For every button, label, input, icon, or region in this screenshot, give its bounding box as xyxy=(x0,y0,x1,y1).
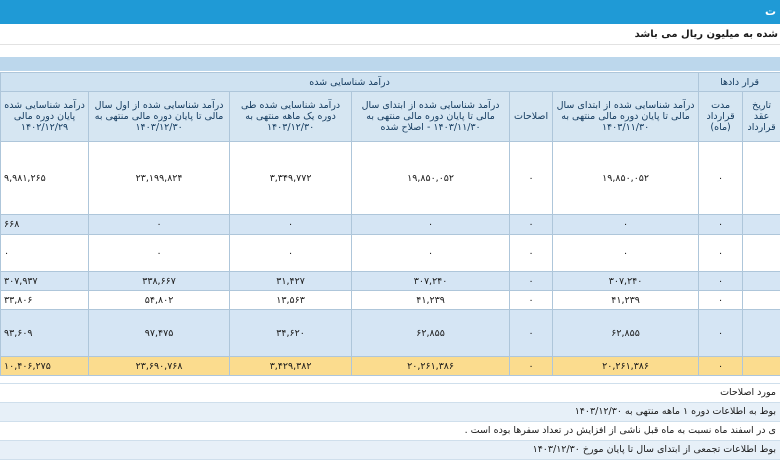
note-line: ی در اسفند ماه نسبت به ماه قبل ناشی از افزایش در تعداد سفرها بوده است . xyxy=(0,422,780,441)
table-cell: ۵۴,۸۰۲ xyxy=(89,291,230,310)
table-cell: ۶۶۸ xyxy=(1,215,89,235)
table-cell: ۰ xyxy=(699,235,743,272)
table-cell xyxy=(743,235,780,272)
table-cell: ۹۳,۶۰۹ xyxy=(1,310,89,357)
table-cell: ۳۰۷,۲۴۰ xyxy=(352,272,510,291)
table-cell xyxy=(743,357,780,376)
table-cell: ۰ xyxy=(510,310,553,357)
table-cell xyxy=(743,142,780,215)
col-income-to-1403-11-30: درآمد شناسایی شده از ابتدای سال مالی تا پایان دوره مالی منتهی به ۱۴۰۳/۱۱/۳۰ xyxy=(553,92,699,142)
table-cell: ۰ xyxy=(699,310,743,357)
table-cell: ۱۹,۸۵۰,۰۵۲ xyxy=(553,142,699,215)
table-cell: ۳۴,۶۲۰ xyxy=(230,310,352,357)
table-row xyxy=(1,142,780,215)
note-line: بوط اطلاعات تجمعی از ابتدای سال تا پایان مورخ ۱۴۰۳/۱۲/۳۰ xyxy=(0,441,780,460)
table-row xyxy=(1,215,780,235)
table-cell: ۰ xyxy=(89,215,230,235)
notes-section xyxy=(0,383,780,460)
table-cell: ۶۲,۸۵۵ xyxy=(352,310,510,357)
table-cell: ۳۳,۸۰۶ xyxy=(1,291,89,310)
table-cell: ۴۱,۲۳۹ xyxy=(352,291,510,310)
table-cell: ۱۳,۵۶۳ xyxy=(230,291,352,310)
col-contract-duration: مدت قرارداد (ماه) xyxy=(699,92,743,142)
table-cell: ۲۰,۲۶۱,۳۸۶ xyxy=(352,357,510,376)
table-cell: ۲۳,۶۹۰,۷۶۸ xyxy=(89,357,230,376)
group-header-contracts: قرار دادها xyxy=(699,73,780,92)
group-header-income: درآمد شناسایی شده xyxy=(1,73,699,92)
table-cell xyxy=(743,310,780,357)
table-cell: ۰ xyxy=(553,235,699,272)
table-row xyxy=(1,291,780,310)
unit-notice xyxy=(0,26,780,45)
table-cell: ۳۰۷,۹۳۷ xyxy=(1,272,89,291)
table-cell: ۳,۴۲۹,۳۸۲ xyxy=(230,357,352,376)
col-contract-date: تاریخ عقد قرارداد xyxy=(743,92,780,142)
table-cell: ۰ xyxy=(352,215,510,235)
table-row xyxy=(1,310,780,357)
table-cell: ۲۳,۱۹۹,۸۲۴ xyxy=(89,142,230,215)
table-cell: ۰ xyxy=(1,235,89,272)
table-cell: ۰ xyxy=(352,235,510,272)
unit-notice-text: شده به میلیون ریال می باشد xyxy=(634,29,778,40)
page-header xyxy=(0,0,780,24)
table-cell: ۰ xyxy=(699,272,743,291)
income-table xyxy=(0,72,780,376)
table-cell: ۰ xyxy=(510,291,553,310)
table-cell: ۰ xyxy=(510,272,553,291)
table-cell: ۴۱,۲۳۹ xyxy=(553,291,699,310)
table-cell: ۲۰,۲۶۱,۳۸۶ xyxy=(553,357,699,376)
table-cell xyxy=(743,272,780,291)
table-row xyxy=(1,235,780,272)
table-cell: ۶۲,۸۵۵ xyxy=(553,310,699,357)
table-body xyxy=(1,142,780,376)
notes-heading: مورد اصلاحات xyxy=(0,383,780,403)
table-row xyxy=(1,272,780,291)
table-cell: ۹۷,۴۷۵ xyxy=(89,310,230,357)
group-header-row xyxy=(1,73,780,92)
col-income-adjusted: درآمد شناسایی شده از ابتدای سال مالی تا پایان دوره مالی منتهی به ۱۴۰۳/۱۱/۳۰ - اصلاح شده xyxy=(352,92,510,142)
table-cell: ۹,۹۸۱,۲۶۵ xyxy=(1,142,89,215)
section-divider xyxy=(0,57,780,71)
table-cell: ۱۰,۴۰۶,۲۷۵ xyxy=(1,357,89,376)
table-cell: ۰ xyxy=(230,235,352,272)
table-cell: ۱۹,۸۵۰,۰۵۲ xyxy=(352,142,510,215)
col-income-ytd: درآمد شناسایی شده از اول سال مالی تا پایان دوره مالی منتهی به ۱۴۰۳/۱۲/۳۰ xyxy=(89,92,230,142)
note-line: بوط به اطلاعات دوره ۱ ماهه منتهی به ۱۴۰۳/۱۲/۳۰ xyxy=(0,403,780,422)
col-income-1402: درآمد شناسایی شده پایان دوره مالی ۱۴۰۲/۱۲/۲۹ xyxy=(1,92,89,142)
col-adjustments: اصلاحات xyxy=(510,92,553,142)
table-cell: ۰ xyxy=(553,215,699,235)
table-cell: ۰ xyxy=(510,215,553,235)
table-cell: ۰ xyxy=(230,215,352,235)
table-cell: ۰ xyxy=(699,357,743,376)
table-cell: ۰ xyxy=(510,357,553,376)
page-title: ت xyxy=(764,5,776,18)
table-cell: ۳۱,۴۲۷ xyxy=(230,272,352,291)
col-income-one-month: درآمد شناسایی شده طی دوره یک ماهه منتهی به ۱۴۰۳/۱۲/۳۰ xyxy=(230,92,352,142)
table-cell: ۰ xyxy=(699,215,743,235)
table-cell: ۳,۳۴۹,۷۷۲ xyxy=(230,142,352,215)
table-total-row xyxy=(1,357,780,376)
table-cell: ۳۳۸,۶۶۷ xyxy=(89,272,230,291)
column-header-row xyxy=(1,92,780,142)
table-cell xyxy=(743,291,780,310)
table-cell: ۰ xyxy=(89,235,230,272)
table-cell: ۰ xyxy=(510,142,553,215)
table-cell: ۰ xyxy=(699,142,743,215)
table-cell: ۰ xyxy=(699,291,743,310)
table-cell: ۰ xyxy=(510,235,553,272)
table-cell: ۳۰۷,۲۴۰ xyxy=(553,272,699,291)
table-cell xyxy=(743,215,780,235)
